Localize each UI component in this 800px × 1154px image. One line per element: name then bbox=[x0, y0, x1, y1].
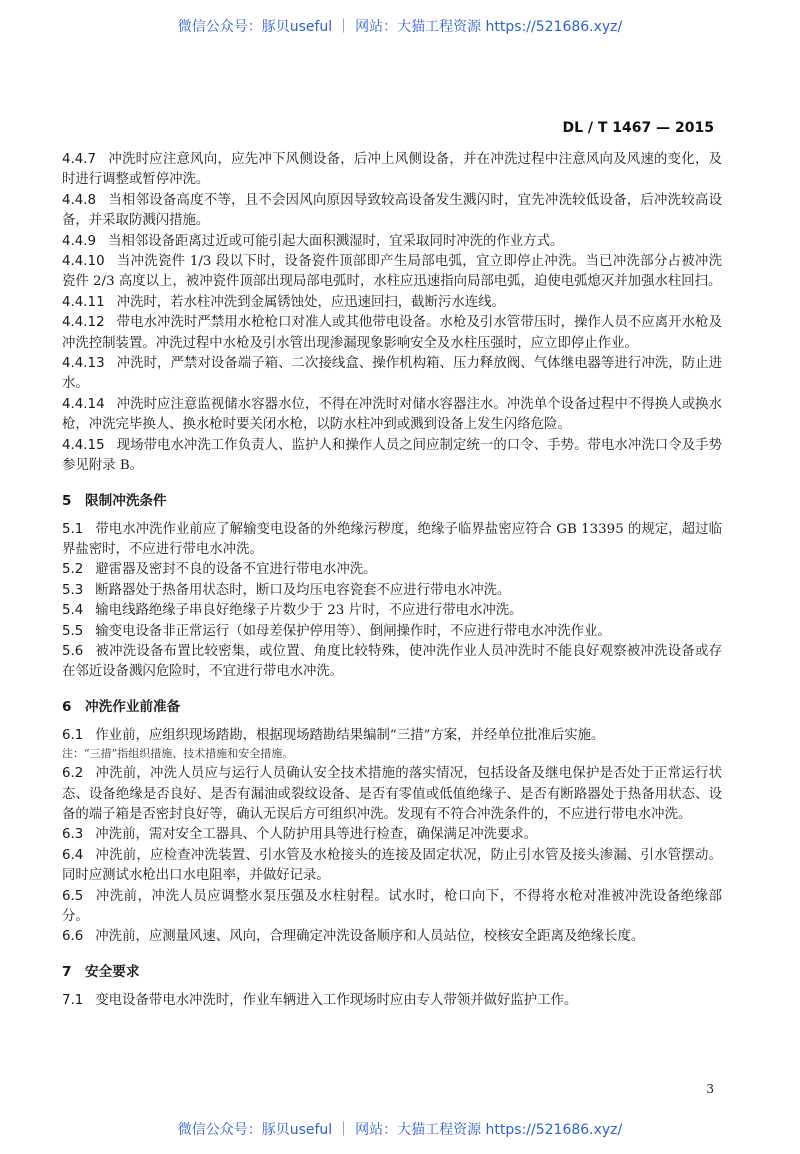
section-title: 7 安全要求 bbox=[62, 963, 140, 980]
clause: 4.4.7 冲洗时应注意风向，应先冲下风侧设备，后冲上风侧设备，并在冲洗过程中注意风向及风速的变化，及时进行调整或暂停冲洗。 bbox=[62, 152, 722, 188]
clause: 6.4 冲洗前，应检查冲洗装置、引水管及水枪接头的连接及固定状况，防止引水管及接头渗漏、引水管摆动。同时应测试水枪出口水电阻率，并做好记录。 bbox=[62, 847, 722, 884]
clause: 4.4.13 冲洗时，严禁对设备端子箱、二次接线盒、操作机构箱、压力释放阀、气体继电器等进行冲洗，防止进水。 bbox=[62, 356, 722, 392]
section-7 bbox=[62, 991, 722, 1011]
section-6 bbox=[62, 726, 722, 948]
clause: 6.1 作业前，应组织现场踏勘，根据现场踏勘结果编制“三措”方案，并经单位批准后实施。 bbox=[62, 727, 605, 743]
clause: 5.6 被冲洗设备布置比较密集，或位置、角度比较特殊，使冲洗作业人员冲洗时不能良好观察被冲洗设备或存在邻近设备溅闪危险时，不宜进行带电水冲洗。 bbox=[62, 643, 722, 680]
clause: 4.4.15 现场带电水冲洗工作负责人、监护人和操作人员之间应制定统一的口令、手势。带电水冲洗口令及手势参见附录 B。 bbox=[62, 437, 722, 474]
clause: 4.4.14 冲洗时应注意监视储水容器水位，不得在冲洗时对储水容器注水。冲洗单个设备过程中不得换人或换水枪，冲洗完毕换人、换水枪时要关闭水枪，以防水柱冲到或溅到设备上发生闪络危险。 bbox=[62, 396, 722, 433]
clause: 4.4.9 当相邻设备距离过近或可能引起大面积溅湿时，宜采取同时冲洗的作业方式。 bbox=[62, 233, 564, 249]
clause: 5.4 输电线路绝缘子串良好绝缘子片数少于 23 片时，不应进行带电水冲洗。 bbox=[62, 603, 523, 619]
clause: 4.4.10 当冲洗瓷件 1/3 段以下时，设备瓷件顶部即产生局部电弧，宜立即停止冲洗。当已冲洗部分占被冲洗瓷件 2/3 高度以上，被冲瓷件顶部出现局部电弧时，水柱应迅速指向局部电弧，迫使电弧熄灭并加强水柱回扫。 bbox=[62, 254, 722, 290]
document-body bbox=[62, 150, 722, 1011]
clause: 5.3 断路器处于热备用状态时，断口及均压电容瓷套不应进行带电水冲洗。 bbox=[62, 582, 511, 598]
clauses-4-4 bbox=[62, 150, 722, 477]
clause: 7.1 变电设备带电水冲洗时，作业车辆进入工作现场时应由专人带领并做好监护工作。 bbox=[62, 992, 578, 1008]
clause: 6.2 冲洗前，冲洗人员应与运行人员确认安全技术措施的落实情况，包括设备及继电保护是否处于正常运行状态、设备绝缘是否良好、是否有漏油或裂纹设备、是否有零值或低值绝缘子、是否有断路器处于热备用状态、设备的端子箱是否密封良好等，确认无误后方可组织冲洗。发现有不符合冲洗条件的，不应进行带电水冲洗。 bbox=[62, 766, 722, 822]
clause: 6.5 冲洗前，冲洗人员应调整水泵压强及水柱射程。试水时，枪口向下，不得将水枪对准被冲洗设备绝缘部分。 bbox=[62, 888, 722, 924]
clause: 6.6 冲洗前，应测量风速、风向，合理确定冲洗设备顺序和人员站位，校核安全距离及绝缘长度。 bbox=[62, 929, 645, 945]
clause: 5.1 带电水冲洗作业前应了解输变电设备的外绝缘污秽度，绝缘子临界盐密应符合 GB 13395 的规定，超过临界盐密时，不应进行带电水冲洗。 bbox=[62, 521, 722, 557]
standard-code: DL / T 1467 — 2015 bbox=[562, 120, 714, 136]
section-title: 6 冲洗作业前准备 bbox=[62, 698, 181, 715]
clause: 6.3 冲洗前，需对安全工器具、个人防护用具等进行检查，确保满足冲洗要求。 bbox=[62, 827, 538, 843]
clause: 5.2 避雷器及密封不良的设备不宜进行带电水冲洗。 bbox=[62, 562, 377, 578]
section-5 bbox=[62, 520, 722, 683]
clause: 4.4.8 当相邻设备高度不等，且不会因风向原因导致较高设备发生溅闪时，宜先冲洗较低设备，后冲洗较高设备，并采取防溅闪措施。 bbox=[62, 192, 722, 229]
clause: 4.4.12 带电水冲洗时严禁用水枪枪口对准人或其他带电设备。水枪及引水管带压时，操作人员不应离开水枪及冲洗控制装置。冲洗过程中水枪及引水管出现渗漏现象影响安全及水柱压强时，应立即停止作业。 bbox=[62, 315, 722, 351]
note: 注：“三措”指组织措施、技术措施和安全措施。 bbox=[62, 747, 294, 761]
watermark-bottom: 微信公众号：豚贝useful ｜ 网站：大猫工程资源 https://521686.xyz/ bbox=[177, 1122, 623, 1138]
section-title: 5 限制冲洗条件 bbox=[62, 492, 167, 509]
clause: 5.5 输变电设备非正常运行（如母差保护停用等）、倒闸操作时，不应进行带电水冲洗作业。 bbox=[62, 623, 611, 639]
page-number: 3 bbox=[706, 1082, 714, 1096]
watermark-top: 微信公众号：豚贝useful ｜ 网站：大猫工程资源 https://521686.xyz/ bbox=[177, 19, 623, 35]
clause: 4.4.11 冲洗时，若水柱冲洗到金属锈蚀处，应迅速回扫，截断污水连线。 bbox=[62, 294, 505, 310]
